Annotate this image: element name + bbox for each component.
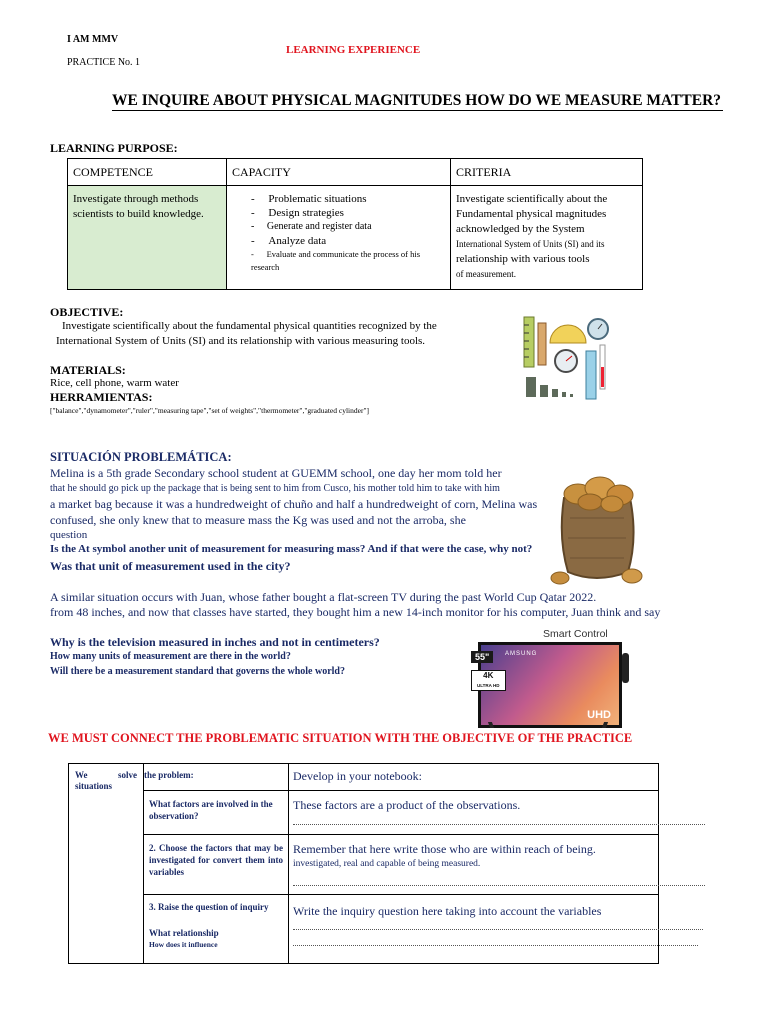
answer-line[interactable]: [293, 918, 703, 930]
criteria-cell: [451, 186, 643, 290]
solve-row-3-mid: 3. Raise the question of inquiry: [149, 902, 269, 912]
criteria-text-4: of measurement.: [456, 269, 516, 279]
purpose-table: [67, 158, 643, 290]
materials-text: Rice, cell phone, warm water: [50, 377, 179, 389]
criteria-text-1: Investigate scientifically about the Fundamental physical magnitudes acknowledged by the System: [456, 193, 608, 235]
measuring-tools-illustration: [520, 315, 612, 405]
tv-uhd-label: UHD: [587, 709, 611, 721]
criteria-text-3: relationship with various tools: [456, 253, 590, 265]
author-label: I AM MMV: [67, 34, 119, 45]
solve-row-3-mid-2: What relationship: [149, 928, 219, 938]
situation-p1-line4: confused, she only knew that to measure mass the Kg was used and not the arroba, she: [50, 513, 466, 527]
solve-table: [68, 763, 659, 964]
objective-text: Investigate scientifically about the fundamental physical quantities recognized by the International System of Units (SI) and its relationship with various measuring tools.: [56, 320, 437, 347]
solve-left-label: We solve situations: [75, 770, 137, 791]
solve-right-header: Develop in your notebook:: [293, 769, 422, 783]
learning-purpose-heading: LEARNING PURPOSE:: [50, 141, 178, 155]
capacity-item: - Problematic situations: [251, 193, 367, 205]
solve-row-3-mid-3: How does it influence: [149, 940, 218, 949]
solve-row-1-mid: What factors are involved in the observation?: [149, 799, 273, 821]
situation-p1-line2: that he should go pick up the package that is being sent to him from Cusco, his mother told him to take with him: [50, 483, 500, 494]
practice-number: PRACTICE No. 1: [67, 57, 141, 68]
capacity-item: - Generate and register data: [251, 221, 372, 232]
question-3: Why is the television measured in inches and not in centimeters?: [50, 635, 380, 649]
situation-p1-line3: a market bag because it was a hundredweight of chuño and half a hundredweight of corn, Melina was: [50, 497, 538, 511]
solve-row-1-right: These factors are a product of the observations.: [293, 798, 521, 812]
solve-row-2-right-2: investigated, real and capable of being measured.: [293, 859, 481, 869]
learning-experience-label: LEARNING EXPERIENCE: [286, 44, 421, 56]
question-4: How many units of measurement are there in the world?: [50, 651, 291, 662]
competence-header: COMPETENCE: [68, 159, 227, 186]
objective-heading: OBJECTIVE:: [50, 305, 124, 319]
tools-list: ["balance","dynamometer","ruler","measuring tape","set of weights","thermometer","graduated cylinder"]: [50, 406, 369, 415]
situation-p2-line1: A similar situation occurs with Juan, whose father bought a flat-screen TV during the past World Cup Qatar 2022.: [50, 590, 597, 604]
situation-p1-line1: Melina is a 5th grade Secondary school student at GUEMM school, one day her mom told her: [50, 466, 502, 480]
capacity-item: - Analyze data: [251, 235, 327, 247]
capacity-item: - Evaluate and communicate the process of his research: [251, 249, 421, 272]
situation-p1-line5: question: [50, 529, 88, 541]
page-title: WE INQUIRE ABOUT PHYSICAL MAGNITUDES HOW DO WE MEASURE MATTER?: [112, 92, 722, 109]
answer-line[interactable]: [293, 934, 698, 946]
question-1: Is the At symbol another unit of measurement for measuring mass? And if that were the case, why not?: [50, 543, 533, 555]
competence-text: Investigate through methods scientists to build knowledge.: [73, 193, 204, 220]
tv-brand: AMSUNG: [505, 651, 538, 657]
solve-row-3-right: Write the inquiry question here taking into account the variables: [293, 904, 602, 918]
question-5: Will there be a measurement standard that governs the whole world?: [50, 666, 345, 677]
question-2: Was that unit of measurement used in the city?: [50, 559, 291, 573]
connect-banner: WE MUST CONNECT THE PROBLEMATIC SITUATION WITH THE OBJECTIVE OF THE PRACTICE: [48, 731, 633, 745]
tv-size-badge: 55": [471, 651, 493, 663]
potato-sack-illustration: [548, 468, 644, 586]
criteria-text-2: International System of Units (SI) and its: [456, 239, 605, 249]
answer-line[interactable]: [293, 874, 705, 886]
tv-4k-badge: 4K ULTRA HD: [471, 670, 506, 691]
solve-mid-header: the problem:: [144, 770, 194, 780]
materials-heading: MATERIALS:: [50, 363, 126, 377]
smart-control-label: Smart Control: [543, 628, 608, 640]
criteria-header: CRITERIA: [451, 159, 643, 186]
capacity-cell: [227, 186, 451, 290]
competence-cell: [68, 186, 227, 290]
capacity-item: - Design strategies: [251, 207, 344, 219]
situation-heading: SITUACIÓN PROBLEMÁTICA:: [50, 450, 232, 464]
remote-control-icon: [622, 653, 629, 683]
solve-row-2-mid: 2. Choose the factors that may be investigated for convert them into variables: [149, 843, 283, 877]
situation-p2-line2: from 48 inches, and now that classes have started, they bought him a new 14-inch monitor for his computer, Juan think and say: [50, 605, 661, 619]
tools-heading: HERRAMIENTAS:: [50, 390, 153, 404]
capacity-header: CAPACITY: [227, 159, 451, 186]
answer-line[interactable]: [293, 813, 705, 825]
solve-row-2-right: Remember that here write those who are within reach of being.: [293, 842, 596, 856]
tv-illustration: [475, 642, 622, 728]
